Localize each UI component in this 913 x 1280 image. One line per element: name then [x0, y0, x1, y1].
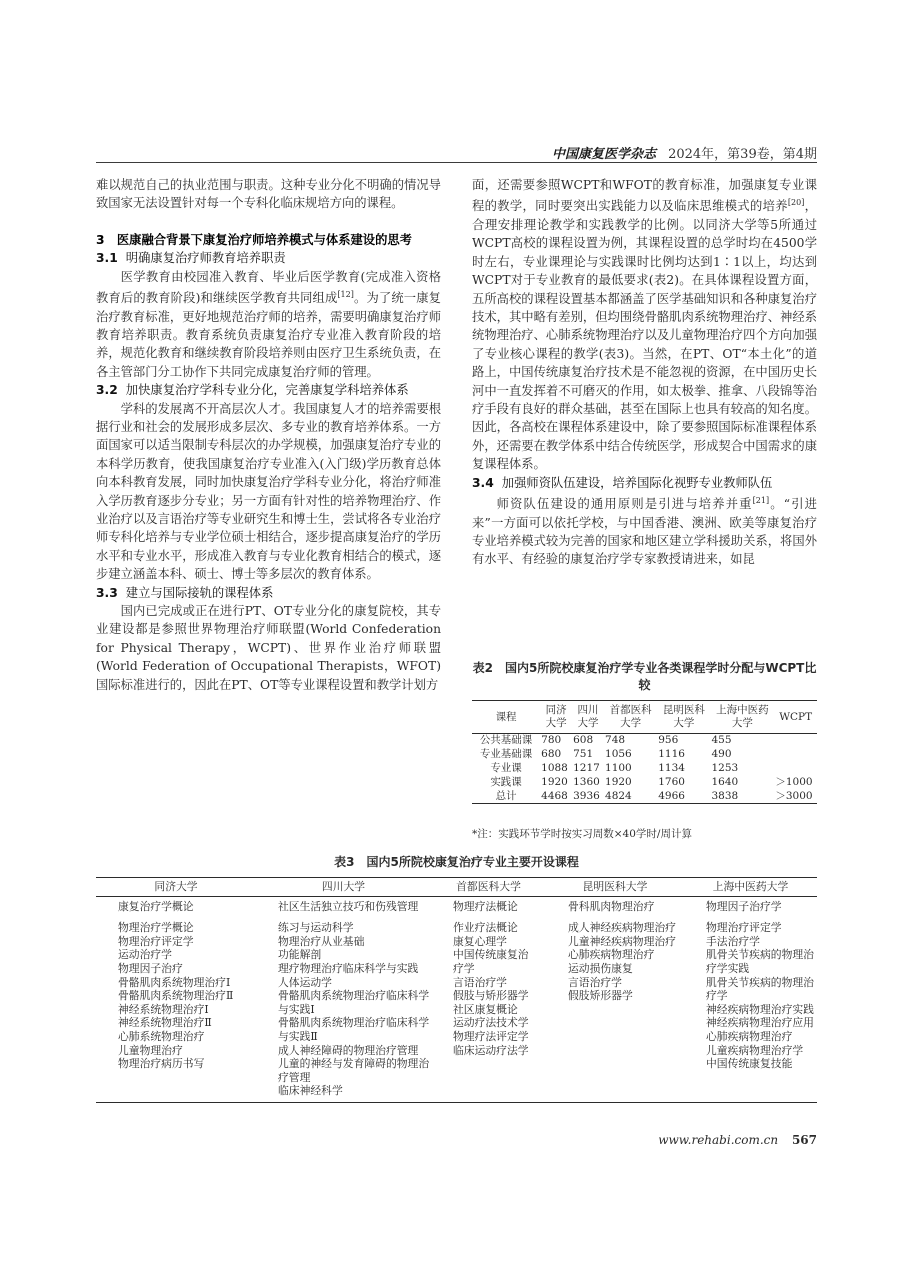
running-header [96, 143, 817, 163]
course-item: 康复治疗学概论 [118, 899, 194, 913]
table-cell [774, 748, 817, 762]
table-cell: 780 [541, 734, 562, 747]
column-header: 同济大学 [545, 704, 567, 729]
course-item: 物理因子治疗 [118, 961, 183, 975]
column-header: 四川大学 [321, 880, 366, 893]
paragraph [472, 176, 817, 474]
course-item: 物理治疗病历书写 [118, 1057, 205, 1071]
paragraph: 难以规范自己的执业范围与职责。这种专业分化不明确的情况导致国家无法设置针对每一个专科化临床规培方向的课程。 [96, 178, 441, 211]
course-item: 疗学 [453, 961, 475, 975]
text-run: ，合理安排理论教学和实践教学的比例。以同济大学等5所通过WCPT高校的课程设置为例，其课程设置的总学时均在4500学时左右，专业课理论与实践课时比例均达到1∶1以上，均达到WCPT对于专业教育的最低要求(表2)。在具体课程设置方面，五所高校的课程设置基本都涵盖了医学基础知识和各种康复治疗技术，其中略有差别，但均围绕骨骼肌肉系统物理治疗、神经系统物理治疗、心肺系统物理治疗以及儿童物理治疗四个方向加强了专业核心课程的教学(表3)。当然，在PT、OT“本土化”的道路上，中国传统康复治疗技术是不能忽视的资源，在中国历史长河中一直发挥着不可磨灭的作用，如太极拳、推拿、八段锦等治疗手段有良好的群众基础，甚至在国际上也具有较高的知名度。因此，各高校在课程体系建设中，除了要参照国际标准课程体系外，还需要在教学体系中结合传统医学，形成契合中国需求的康复课程体系。 [472, 199, 817, 472]
table-row [472, 748, 817, 762]
subsection-number: 3.3 [96, 585, 118, 600]
course-item: 儿童神经疾病物理治疗 [568, 934, 676, 948]
subsection-number: 3.4 [472, 475, 494, 490]
course-item: 成人神经疾病物理治疗 [568, 921, 676, 935]
table-row [472, 776, 817, 790]
course-item: 骨骼肌肉系统物理治疗Ⅰ [118, 975, 231, 989]
course-item: 康复心理学 [453, 934, 507, 948]
text-run: 。为了统一康复治疗教育标准，更好地规范治疗师的培养，需要明确康复治疗师教育培养职责。教育系统负责康复治疗专业准入教育阶段的培养，规范化教育和继续教育阶段培养则由医疗卫生系统负责，在各主管部门分工协作下共同完成康复治疗师的管理。 [96, 291, 441, 379]
journal-url: www.rehabi.com.cn [658, 1133, 779, 1147]
table-cell: ＞1000 [775, 776, 813, 788]
course-item: 临床运动疗法学 [453, 1043, 529, 1057]
text-run: 师资队伍建设的通用原则是引进与培养并重 [496, 497, 753, 512]
course-item: 与实践Ⅱ [278, 1029, 318, 1043]
table-cell [774, 762, 817, 776]
subsection-heading-3-1 [96, 249, 441, 267]
citation: [12] [337, 290, 354, 300]
course-item: 骨科肌肉物理治疗 [568, 899, 655, 913]
row-label-cell: 总计 [495, 789, 517, 802]
course-item: 与实践Ⅰ [278, 1002, 315, 1016]
row-label-cell: 公共基础课 [479, 734, 533, 747]
course-item: 功能解剖 [278, 948, 322, 962]
course-item: 物理疗法评定学 [453, 1029, 529, 1043]
course-item: 物理治疗评定学 [118, 934, 194, 948]
column-header: 四川大学 [577, 704, 599, 729]
table-cell: 1116 [658, 748, 685, 760]
table-2 [472, 700, 817, 804]
course-item: 肌骨关节疾病的物理治 [706, 975, 814, 989]
journal-issue: 2024年，第39卷，第4期 [668, 147, 817, 162]
course-item: 心肺疾病物理治疗 [706, 1029, 793, 1043]
row-label-cell: 专业基础课 [479, 748, 533, 760]
course-list-cell [431, 896, 546, 1102]
course-item: 手法治疗学 [706, 934, 760, 948]
course-item: 运动损伤康复 [568, 961, 633, 975]
course-item: 成人神经障碍的物理治疗管理 [278, 1043, 419, 1057]
table-cell: 680 [541, 748, 562, 760]
row-label-cell: 专业课 [490, 762, 522, 774]
subsection-title: 建立与国际接轨的课程体系 [125, 585, 274, 600]
course-item: 中国传统康复治 [453, 948, 529, 962]
column-header: WCPT [779, 710, 813, 723]
column-header: 上海中医药大学 [716, 704, 769, 729]
table-cell: 956 [658, 734, 679, 747]
subsection-number: 3.1 [96, 251, 118, 266]
course-item: 物理疗法概论 [453, 899, 518, 913]
page-footer [658, 1133, 817, 1147]
course-item: 神经疾病物理治疗实践 [706, 1002, 814, 1016]
course-item: 言语治疗学 [453, 975, 507, 989]
course-item: 假肢矫形器学 [568, 989, 633, 1003]
course-item: 物理治疗从业基础 [278, 934, 365, 948]
course-item: 肌骨关节疾病的物理治 [706, 948, 814, 962]
course-item: 儿童疾病物理治疗学 [706, 1043, 804, 1057]
course-item: 临床神经科学 [278, 1084, 343, 1098]
journal-info [552, 143, 817, 162]
column-header: 课程 [495, 710, 517, 723]
subsection-heading-3-4 [472, 474, 817, 492]
row-label-cell: 实践课 [490, 776, 522, 788]
journal-name: 中国康复医学杂志 [551, 147, 656, 162]
column-header: 上海中医药大学 [712, 880, 789, 893]
table-cell: 1253 [711, 762, 739, 774]
table-cell: 1640 [711, 776, 739, 788]
column-header: 昆明医科大学 [582, 880, 648, 893]
subsection-heading-3-3 [96, 584, 441, 602]
column-header: 同济大学 [154, 880, 198, 893]
subsection-title: 加强师资队伍建设，培养国际化视野专业教师队伍 [501, 475, 773, 490]
course-item: 儿童物理治疗 [118, 1043, 183, 1057]
subsection-heading-3-2 [96, 381, 441, 399]
course-item: 儿童的神经与发育障碍的物理治 [278, 1057, 430, 1071]
course-item: 心肺疾病物理治疗 [568, 948, 655, 962]
course-item: 物理因子治疗学 [706, 899, 782, 913]
table-cell: 608 [573, 734, 594, 747]
text-run: 面，还需要参照WCPT和WFOT的教育标准，加强康复专业课程的教学，同时要突出实践能力以及临床思维模式的培养 [472, 178, 817, 214]
course-list-cell [96, 896, 256, 1102]
paragraph [472, 492, 817, 569]
course-item: 骨骼肌肉系统物理治疗Ⅱ [118, 989, 234, 1003]
table-cell: 4468 [541, 789, 568, 802]
table-cell: 490 [711, 748, 732, 760]
table-row [96, 896, 817, 1102]
course-list-cell [684, 896, 817, 1102]
table-cell [774, 734, 817, 748]
table-3 [96, 877, 817, 1103]
course-item: 社区生活独立技巧和伤残管理 [278, 899, 419, 913]
table-2-title: 表2 国内5所院校康复治疗学专业各类课程学时分配与WCPT比较 [472, 661, 817, 692]
course-item: 人体运动学 [278, 975, 332, 989]
table-row [472, 790, 817, 804]
table-cell: 751 [573, 748, 594, 760]
right-column [472, 176, 817, 569]
section-heading-3: 3 医康融合背景下康复治疗师培养模式与体系建设的思考 [96, 232, 412, 247]
column-header: 昆明医科大学 [662, 704, 705, 729]
table-cell: 4966 [658, 789, 685, 802]
text-run: 。“引进来”一方面可以依托学校，与中国香港、澳洲、欧美等康复治疗专业培养模式较为完善的国家和地区建立学科援助关系，将国外有水平、有经验的康复治疗学专家教授请进来，如昆 [472, 497, 817, 567]
table-cell: 3838 [711, 789, 739, 802]
text-run: 医学教育由校园准入教育、毕业后医学教育(完成准入资格教育后的教育阶段)和继续医学教育共同组成 [96, 269, 441, 306]
course-item: 假肢与矫形器学 [453, 989, 529, 1003]
course-item: 心肺系统物理治疗 [118, 1029, 205, 1043]
table-cell: ＞3000 [775, 789, 813, 802]
table-header-row [472, 701, 817, 734]
course-item: 骨骼肌肉系统物理治疗临床科学 [278, 1016, 430, 1030]
table-2-note: *注：实践环节学时按实习周数×40学时/周计算 [472, 828, 692, 840]
course-list-cell [256, 896, 431, 1102]
paragraph: 学科的发展离不开高层次人才。我国康复人才的培养需要根据行业和社会的发展形成多层次、多专业的教育培养体系。一方面国家可以适当限制专科层次的办学规模，加强康复治疗专业的本科学历教育，使我国康复治疗专业准入(入门级)学历教育总体向本科教育发展，同时加快康复治疗学科专业分化，将治疗师准入学历教育逐步分专业；另一方面有针对性的培养物理治疗、作业治疗以及言语治疗等专业研究生和博士生，尝试将各专业治疗师专科化培养与专业学位硕士相结合，逐步提高康复治疗的学历水平和专业水平，形成准入教育与专业化教育相结合的模式，逐步建立涵盖本科、硕士、博士等多层次的教育体系。 [96, 401, 441, 582]
paragraph: 国内已完成或正在进行PT、OT专业分化的康复院校，其专业建设都是参照世界物理治疗师联盟(World Confederation for Physical Therapy，WCPT)、世界作业治疗师联盟(World Federation of Occupational Therapists，WFOT)国际标准进行的，因此在PT、OT等专业课程设置和教学计划方 [96, 604, 441, 692]
course-item: 疗学 [706, 989, 728, 1003]
course-item: 神经系统物理治疗Ⅰ [118, 1002, 209, 1016]
table-3-title: 表3 国内5所院校康复治疗专业主要开设课程 [334, 855, 579, 869]
course-item: 练习与运动科学 [278, 921, 354, 935]
table-cell: 1088 [541, 762, 568, 774]
paragraph [96, 268, 441, 382]
table-cell: 1920 [541, 776, 568, 788]
course-item: 言语治疗学 [568, 975, 622, 989]
table-cell: 1760 [658, 776, 685, 788]
course-item: 神经系统物理治疗Ⅱ [118, 1016, 212, 1030]
table-cell: 3936 [573, 789, 600, 802]
citation: [21] [752, 496, 770, 505]
table-cell: 1134 [658, 762, 685, 774]
subsection-title: 明确康复治疗师教育培养职责 [125, 251, 286, 266]
table-header-row [96, 878, 817, 897]
course-item: 社区康复概论 [453, 1002, 518, 1016]
table-cell: 4824 [605, 789, 632, 802]
course-item: 理疗物理治疗临床科学与实践 [278, 961, 419, 975]
table-row [472, 734, 817, 748]
table-cell: 1920 [605, 776, 632, 788]
course-item: 疗管理 [278, 1070, 311, 1084]
table-cell: 1360 [573, 776, 600, 788]
course-item: 物理治疗评定学 [706, 921, 782, 935]
course-item: 中国传统康复技能 [706, 1057, 793, 1071]
course-item: 骨骼肌肉系统物理治疗临床科学 [278, 989, 430, 1003]
course-item: 疗学实践 [706, 961, 750, 975]
table-cell: 1056 [605, 748, 632, 760]
course-item: 物理治疗学概论 [118, 921, 194, 935]
course-item: 运动疗法技术学 [453, 1016, 529, 1030]
table-cell: 1217 [573, 762, 600, 774]
column-header: 首都医科大学 [609, 704, 652, 729]
table-cell: 1100 [605, 762, 632, 774]
table-cell: 455 [711, 734, 732, 747]
course-item: 神经疾病物理治疗应用 [706, 1016, 814, 1030]
page-number: 567 [791, 1133, 817, 1147]
table-cell: 748 [605, 734, 626, 747]
subsection-number: 3.2 [96, 383, 118, 398]
subsection-title: 加快康复治疗学科专业分化，完善康复学科培养体系 [125, 383, 409, 398]
course-item: 作业疗法概论 [453, 921, 518, 935]
left-column [96, 176, 441, 694]
course-list-cell [546, 896, 684, 1102]
table-row [472, 762, 817, 776]
course-item: 运动治疗学 [118, 948, 172, 962]
column-header: 首都医科大学 [456, 880, 521, 893]
citation: [20] [787, 198, 805, 208]
